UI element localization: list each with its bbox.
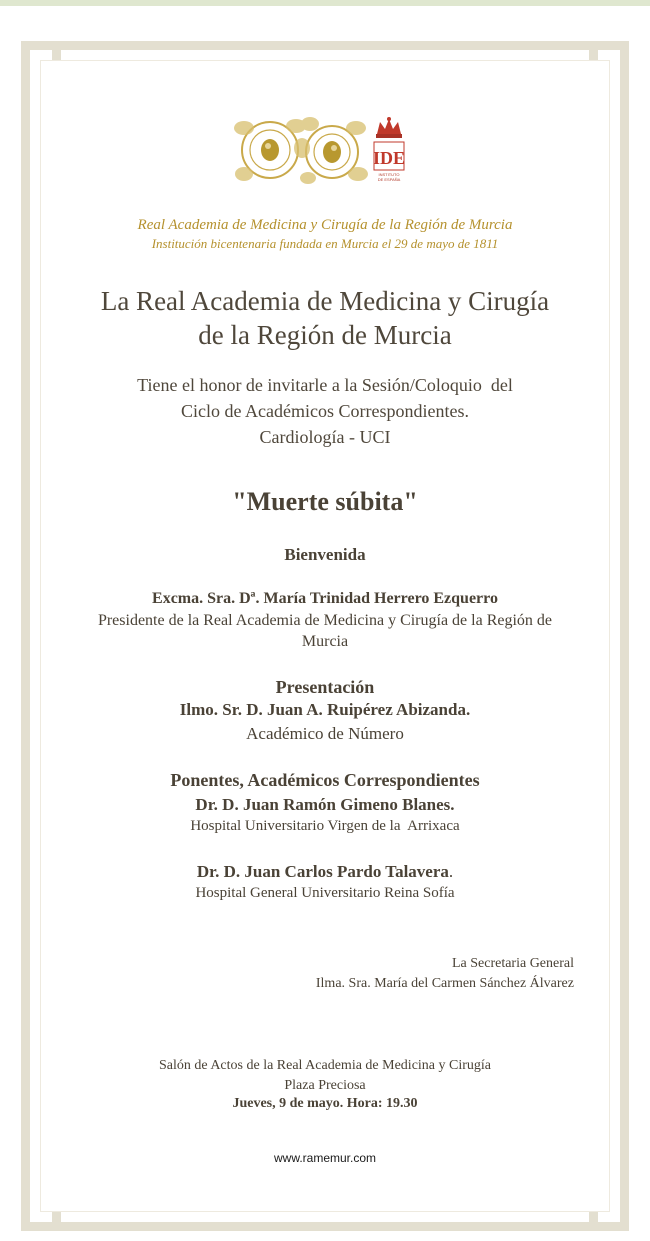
president-name: Excma. Sra. Dª. María Trinidad Herrero Ezquerro [152,590,498,607]
speaker-name-text: Dr. D. Juan Carlos Pardo Talavera [196,862,449,881]
signature-title: La Secretaria General [451,956,574,971]
event-date: Jueves, 9 de mayo. Hora: 19.30 [232,1096,418,1111]
invitation-line2: Ciclo de Académicos Correspondientes. [181,401,469,421]
welcome-heading: Bienvenida [284,545,366,564]
svg-text:IDE: IDE [372,148,406,168]
ide-logo-caption [368,172,410,182]
invitation-line3: Cardiología - UCI [259,427,391,447]
president-role: Presidente de la Real Academia de Medicina y Cirugía de la Región de Murcia [97,612,553,650]
invitation-line1: Tiene el honor de invitarle a la Sesión/Coloquio del [137,375,513,395]
instituto-de-espana-logo [368,116,410,190]
presentation-heading: Presentación [275,677,375,697]
website-link[interactable]: www.ramemur.com [273,1151,377,1165]
speakers-heading: Ponentes, Académicos Correspondientes [170,770,480,790]
speaker-name: Dr. D. Juan Ramón Gimeno Blanes. [195,795,455,814]
frame-top-band [52,41,598,50]
frame-bottom-band [52,1222,598,1231]
speaker-name [40,862,610,882]
signature-name: Ilma. Sra. María del Carmen Sánchez Álvarez [315,976,574,991]
speaker-hospital: Hospital Universitario Virgen de la Arrixaca [190,818,460,834]
crown-icon [368,116,410,172]
venue-line2: Plaza Preciosa [284,1078,366,1093]
invitation-text [40,372,610,450]
academy-subtitle: Institución bicentenaria fundada en Murcia el 29 de mayo de 1811 [151,236,499,251]
academy-name: Real Academia de Medicina y Cirugía de la Región de Murcia [137,217,513,233]
presenter-role: Académico de Número [246,724,404,743]
venue [40,1056,610,1096]
venue-line1: Salón de Actos de la Real Academia de Medicina y Cirugía [158,1058,491,1073]
main-title-line1: La Real Academia de Medicina y Cirugía [100,286,550,316]
main-title [40,284,610,352]
presenter-name: Ilmo. Sr. D. Juan A. Ruipérez Abizanda. [179,700,471,719]
main-title-line2: de la Región de Murcia [198,320,452,350]
top-accent-bar [0,0,650,6]
ide-caption-line1: INSTITUTO [378,172,400,177]
speaker-name-suffix: . [448,862,454,881]
event-title: "Muerte súbita" [232,487,418,516]
speaker-hospital: Hospital General Universitario Reina Sofía [195,885,455,901]
ide-caption-line2: DE ESPAÑA [377,177,401,182]
